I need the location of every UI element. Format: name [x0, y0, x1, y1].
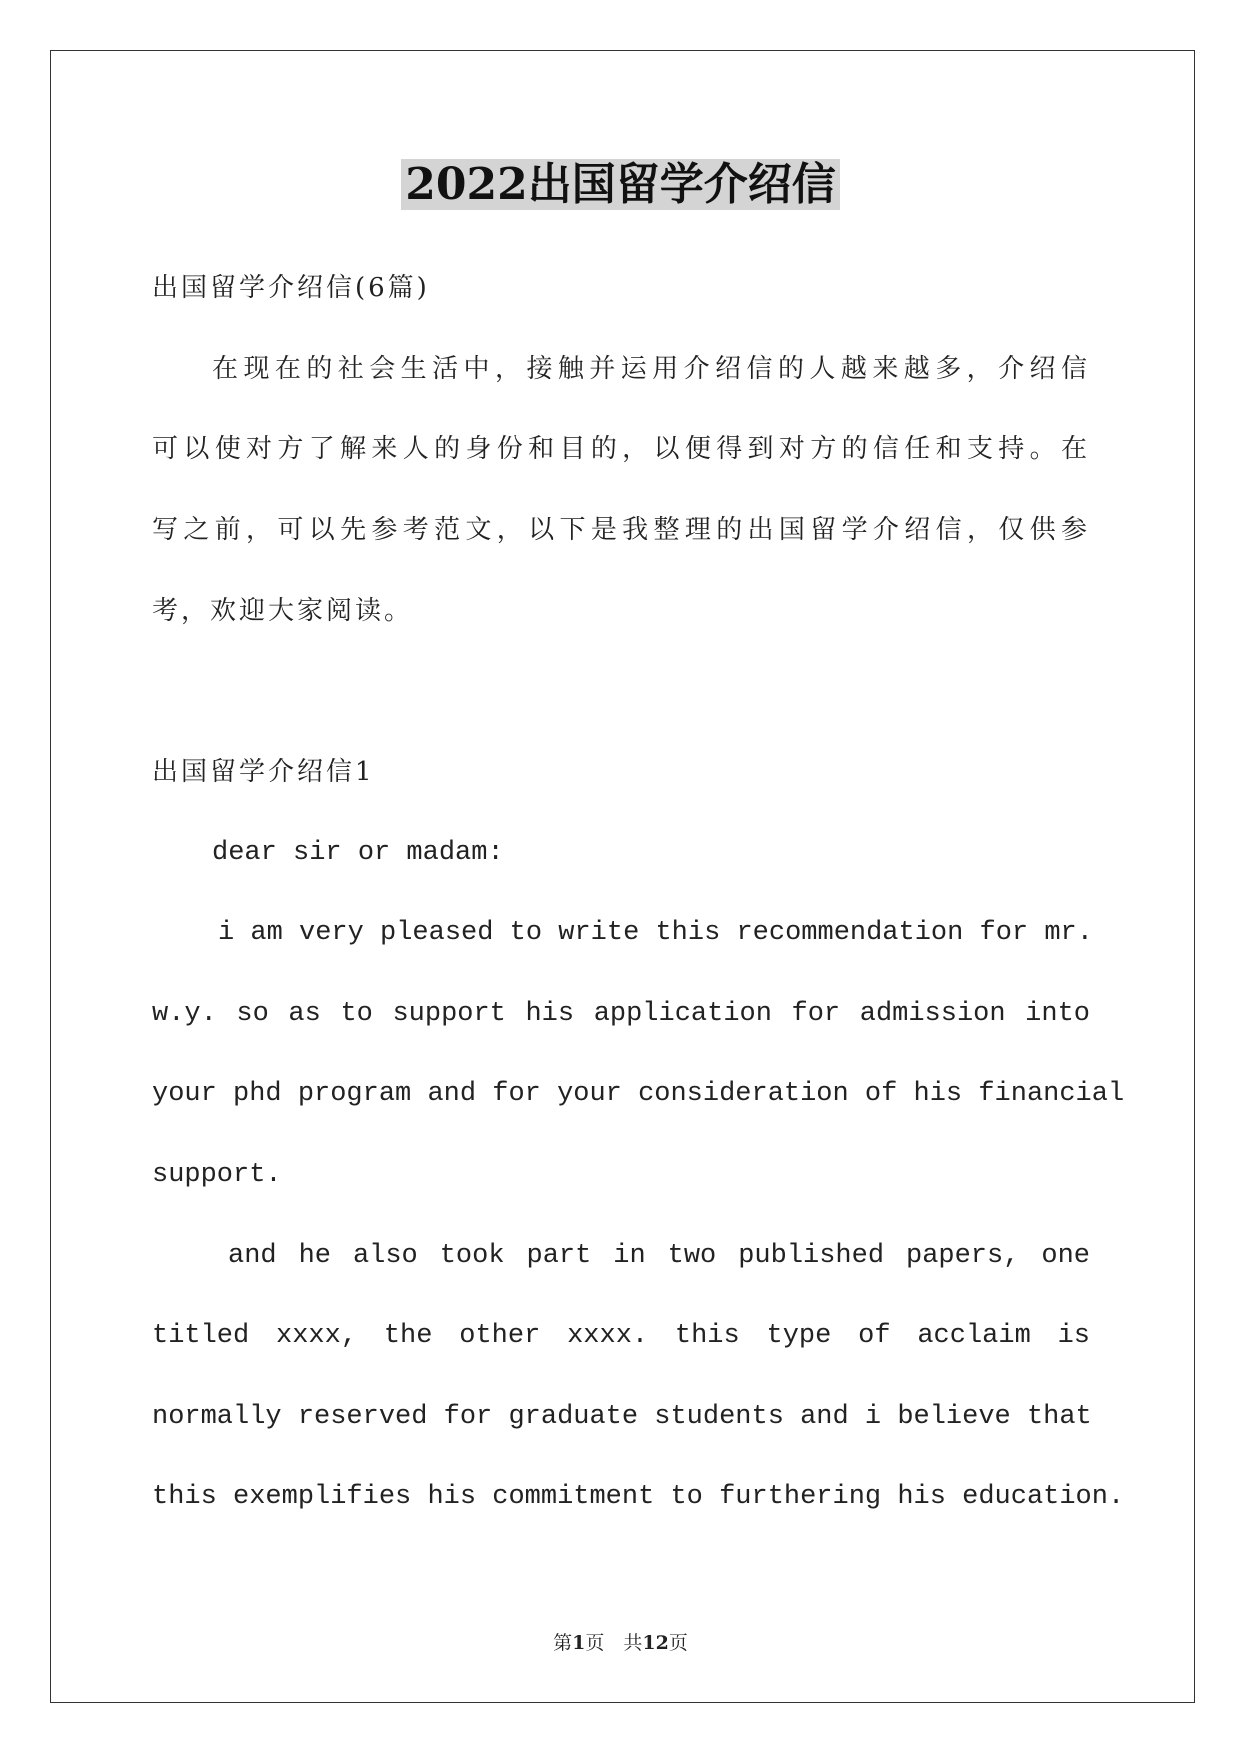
- letter-line-5: and he also took part in two published papers, one: [228, 1241, 1090, 1271]
- letter-line-3: your phd program and for your consideration of his financial: [152, 1079, 1125, 1109]
- letter-line-8: this exemplifies his commitment to furthering his education.: [152, 1482, 1125, 1512]
- document-subtitle: 出国留学介绍信(6篇): [152, 273, 430, 303]
- footer-total-pages: 12: [642, 1632, 669, 1654]
- letter-line-7: normally reserved for graduate students and i believe that: [152, 1402, 1092, 1432]
- intro-line-1: 在现在的社会生活中，接触并运用介绍信的人越来越多，介绍信: [212, 354, 1090, 384]
- letter-salutation: dear sir or madam:: [212, 838, 504, 868]
- footer-suffix: 页: [668, 1632, 688, 1654]
- letter-line-2: w.y. so as to support his application for admission into: [152, 999, 1090, 1029]
- intro-line-4: 考，欢迎大家阅读。: [152, 596, 414, 626]
- footer-page-number: 1: [572, 1632, 586, 1654]
- document-title: [0, 155, 1241, 215]
- section-heading: 出国留学介绍信1: [152, 757, 375, 787]
- intro-line-3: 写之前，可以先参考范文，以下是我整理的出国留学介绍信，仅供参: [152, 515, 1090, 545]
- intro-line-2: 可以使对方了解来人的身份和目的，以便得到对方的信任和支持。在: [152, 434, 1090, 464]
- document-title-text: 2022出国留学介绍信: [401, 159, 839, 210]
- footer-prefix: 第: [553, 1632, 573, 1654]
- letter-line-6: titled xxxx, the other xxxx. this type of acclaim is: [152, 1321, 1090, 1351]
- page-footer: [0, 1628, 1241, 1658]
- letter-line-4: support.: [152, 1160, 282, 1190]
- footer-middle: 页 共: [585, 1632, 643, 1654]
- letter-line-1: i am very pleased to write this recommendation for mr.: [218, 918, 1093, 948]
